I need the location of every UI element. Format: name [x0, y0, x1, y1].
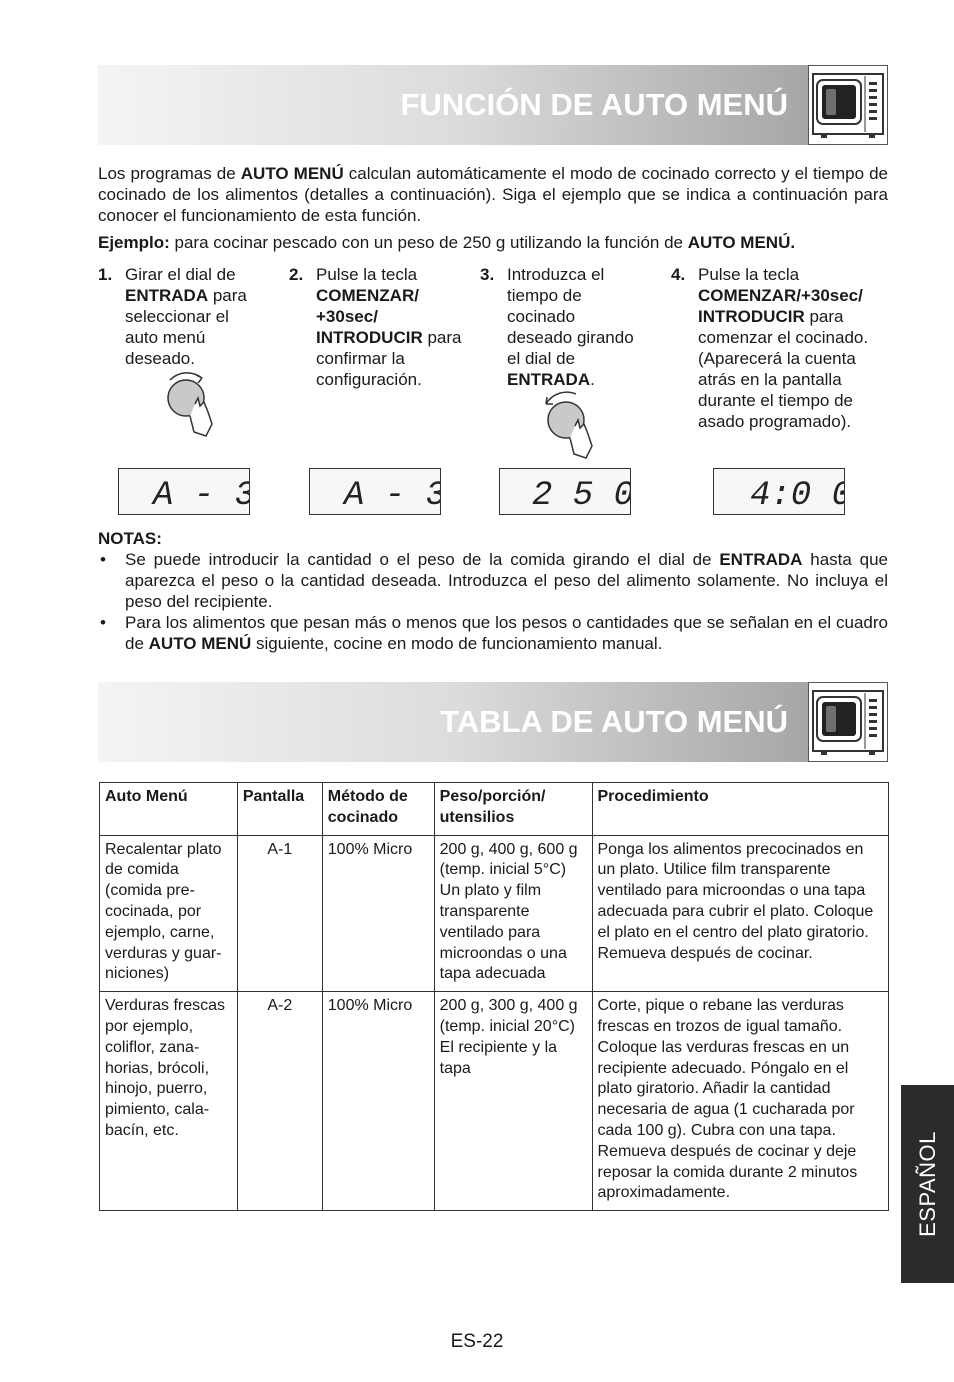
- section-banner-auto-menu: [98, 65, 888, 145]
- microwave-icon: [808, 682, 888, 762]
- lcd-display: [713, 468, 845, 515]
- svg-text:2 5 0: 2 5 0: [532, 477, 630, 514]
- lcd-display: [309, 468, 441, 515]
- notes-heading: NOTAS:: [98, 529, 162, 548]
- step-number: 1.: [98, 265, 113, 284]
- column-header: Peso/porción/ utensilios: [434, 783, 592, 836]
- step-number: 2.: [289, 265, 304, 284]
- step-number: 4.: [671, 265, 686, 284]
- example-text: para cocinar pescado con un peso de 250 g utilizando la función de: [169, 233, 688, 252]
- section-title: TABLA DE AUTO MENÚ: [440, 704, 788, 739]
- display-readout: [119, 469, 249, 514]
- table-row: [100, 992, 889, 1211]
- svg-text:A - 3: A - 3: [153, 477, 249, 514]
- column-header: Pantalla: [237, 783, 322, 836]
- intro-text-2: calculan automáticamente el modo de cocinado correcto y el tiempo de cocinado de los alimentos (detalles a continuación). Siga el ejemplo que se indica a continuación para conocer el funcionamiento de esta función.: [98, 164, 888, 225]
- step-text: Introduzca el tiempo de cocinado deseado girando el dial de ENTRADA.: [507, 265, 634, 389]
- table-cell: Verduras frescas por ejemplo, coliflor, zana-horias, brócoli, hinojo, puerro, pimiento, cala-bacín, etc.: [100, 992, 238, 1211]
- section-title: FUNCIÓN DE AUTO MENÚ: [400, 87, 788, 122]
- display-readout: [714, 469, 844, 514]
- table-cell: Corte, pique o rebane las verduras frescas en trozos de igual tamaño. Coloque las verduras frescas en un recipiente adecuado. Póngalo en el plato giratorio. Añadir la cantidad necesaria de agua (1 cucharada por cada 100 g). Cubra con una tapa. Remueva después de cocinar y deje reposar la comida durante 2 minutos aproximadamente.: [592, 992, 889, 1211]
- step-number: 3.: [480, 265, 495, 284]
- intro-paragraph: [98, 163, 888, 226]
- table-cell: 200 g, 300 g, 400 g (temp. inicial 20°C) El recipiente y la tapa: [434, 992, 592, 1211]
- display-readout: [310, 469, 440, 514]
- table-cell: Ponga los alimentos precocinados en un plato. Utilice film transparente ventilado para microondas o una tapa adecuada para cubrir el plato. Coloque el plato en el centro del plato giratorio. Remueva después de cocinar.: [592, 835, 889, 992]
- step-text: Girar el dial de ENTRADA para seleccionar el auto menú deseado.: [125, 265, 247, 368]
- table-cell: A-2: [237, 992, 322, 1211]
- microwave-icon: [808, 65, 888, 145]
- column-header: Auto Menú: [100, 783, 238, 836]
- table-header-row: [100, 783, 889, 836]
- notes: [98, 528, 888, 654]
- section-banner-table: [98, 682, 888, 762]
- dial-hand-icon: [540, 390, 600, 462]
- svg-text:4:0 0: 4:0 0: [750, 477, 844, 514]
- table-cell: 100% Micro: [322, 992, 434, 1211]
- step-text: Pulse la tecla COMENZAR/+30sec/ INTRODUCIR para comenzar el cocinado. (Aparecerá la cuenta atrás en la pantalla durante el tiempo de asado programado).: [698, 265, 869, 431]
- dial-hand-icon: [160, 372, 220, 440]
- table-cell: 200 g, 400 g, 600 g (temp. inicial 5°C) Un plato y film transparente ventilado para microondas o una tapa adecuada: [434, 835, 592, 992]
- example-bold: AUTO MENÚ.: [687, 233, 796, 252]
- column-header: Método de cocinado: [322, 783, 434, 836]
- language-tab: [901, 1085, 954, 1283]
- auto-menu-table: [99, 782, 889, 1211]
- intro-text-1: Los programas de: [98, 164, 241, 183]
- table-cell: 100% Micro: [322, 835, 434, 992]
- step-text: Pulse la tecla COMENZAR/ +30sec/ INTRODUCIR para confirmar la configuración.: [316, 265, 462, 389]
- example-label: Ejemplo:: [98, 233, 170, 252]
- lcd-display: [118, 468, 250, 515]
- column-header: Procedimiento: [592, 783, 889, 836]
- intro-bold: AUTO MENÚ: [240, 164, 344, 183]
- display-readout: [500, 469, 630, 514]
- language-tab-label: ESPAÑOL: [914, 1131, 940, 1237]
- example-paragraph: [98, 232, 888, 253]
- table-cell: Recalentar plato de comida (comida pre-cocinada, por ejemplo, carne, verduras y guar-niciones): [100, 835, 238, 992]
- note-item: • Para los alimentos que pesan más o menos que los pesos o cantidades que se señalan en el cuadro de AUTO MENÚ siguiente, cocine en modo de funcionamiento manual.: [100, 613, 888, 653]
- note-item: • Se puede introducir la cantidad o el peso de la comida girando el dial de ENTRADA hasta que aparezca el peso o la cantidad deseada. Introduzca el peso del alimento solamente. No incluya el peso del recipiente.: [100, 550, 888, 611]
- lcd-display: [499, 468, 631, 515]
- table-row: [100, 835, 889, 992]
- page-number: ES-22: [450, 1331, 504, 1352]
- table-cell: A-1: [237, 835, 322, 992]
- svg-text:A - 3: A - 3: [344, 477, 440, 514]
